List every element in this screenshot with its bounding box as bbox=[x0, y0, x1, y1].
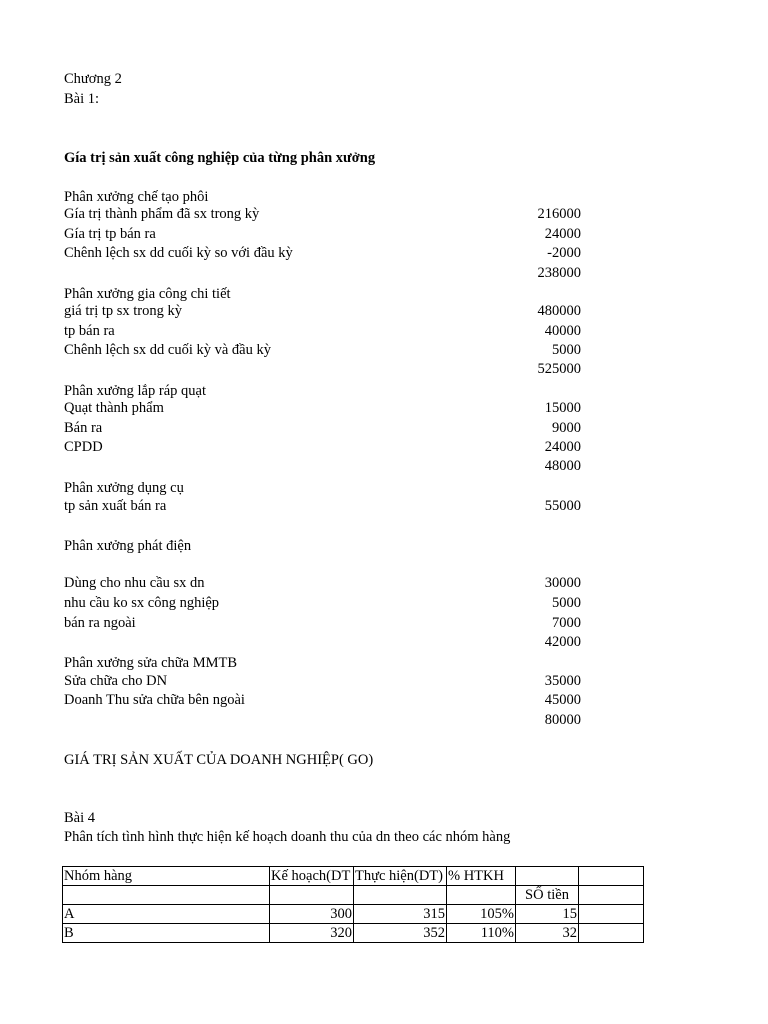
actual-cell: 315 bbox=[354, 905, 447, 924]
total-row bbox=[64, 360, 581, 379]
data-row bbox=[64, 205, 581, 224]
table-cell bbox=[270, 886, 354, 905]
table-row bbox=[63, 905, 644, 924]
row-label: CPDD bbox=[64, 439, 103, 455]
pct-cell: 105% bbox=[447, 905, 516, 924]
row-label: Quạt thành phẩm bbox=[64, 400, 164, 416]
exercise-4-description: Phân tích tình hình thực hiện kế hoạch doanh thu của dn theo các nhóm hàng bbox=[64, 829, 511, 845]
row-label: nhu cầu ko sx công nghiệp bbox=[64, 595, 220, 611]
data-row bbox=[64, 244, 581, 263]
table-cell bbox=[579, 886, 644, 905]
table-cell bbox=[354, 886, 447, 905]
data-row bbox=[64, 594, 581, 613]
row-label: Chênh lệch sx dd cuối kỳ so với đầu kỳ bbox=[64, 245, 293, 261]
data-row bbox=[64, 341, 581, 360]
table-subheader-row bbox=[63, 886, 644, 905]
row-label: Dùng cho nhu cầu sx dn bbox=[64, 575, 205, 591]
header-cell: % HTKH bbox=[447, 867, 516, 886]
amount-cell: 32 bbox=[516, 924, 579, 943]
header-cell: Kế hoạch(DT bbox=[270, 867, 354, 886]
exercise-1-heading: Bài 1: bbox=[64, 91, 100, 107]
row-label: tp bán ra bbox=[64, 323, 115, 339]
group-cell: B bbox=[63, 924, 270, 943]
row-value: 40000 bbox=[544, 323, 581, 339]
row-value: 24000 bbox=[544, 226, 581, 242]
amount-cell: 15 bbox=[516, 905, 579, 924]
row-label: Bán ra bbox=[64, 420, 103, 436]
header-cell bbox=[579, 867, 644, 886]
data-row bbox=[64, 574, 581, 593]
data-row bbox=[64, 672, 581, 691]
data-row bbox=[64, 438, 581, 457]
row-value: 5000 bbox=[552, 342, 581, 358]
row-value: 30000 bbox=[544, 575, 581, 591]
header-cell: Thực hiện(DT) bbox=[354, 867, 447, 886]
workshop-name: Phân xưởng sửa chữa MMTB bbox=[64, 655, 238, 671]
group-cell: A bbox=[63, 905, 270, 924]
table-cell bbox=[579, 924, 644, 943]
row-value: 5000 bbox=[552, 595, 581, 611]
plan-cell: 320 bbox=[270, 924, 354, 943]
row-value: 216000 bbox=[537, 206, 581, 222]
group-total: 238000 bbox=[537, 265, 581, 281]
row-label: giá trị tp sx trong kỳ bbox=[64, 303, 183, 319]
chapter-heading: Chương 2 bbox=[64, 71, 122, 87]
table-row bbox=[63, 924, 644, 943]
row-label: Sửa chữa cho DN bbox=[64, 673, 168, 689]
data-row bbox=[64, 322, 581, 341]
group-total: 48000 bbox=[544, 458, 581, 474]
data-row bbox=[64, 399, 581, 418]
actual-cell: 352 bbox=[354, 924, 447, 943]
row-value: 45000 bbox=[544, 692, 581, 708]
row-label: Gía trị thành phẩm đã sx trong kỳ bbox=[64, 206, 260, 222]
header-cell bbox=[516, 867, 579, 886]
row-label: Doanh Thu sửa chữa bên ngoài bbox=[64, 692, 245, 708]
row-value: -2000 bbox=[547, 245, 581, 261]
row-label: bán ra ngoài bbox=[64, 615, 136, 631]
total-row bbox=[64, 711, 581, 730]
workshop-name: Phân xưởng chế tạo phôi bbox=[64, 189, 209, 205]
row-label: Gía trị tp bán ra bbox=[64, 226, 156, 242]
row-label: Chênh lệch sx dd cuối kỳ và đầu kỳ bbox=[64, 342, 271, 358]
exercise-4-heading: Bài 4 bbox=[64, 810, 96, 826]
table-cell bbox=[579, 905, 644, 924]
total-row bbox=[64, 457, 581, 476]
table-cell bbox=[63, 886, 270, 905]
workshop-name: Phân xưởng dụng cụ bbox=[64, 480, 184, 496]
workshop-name: Phân xưởng phát điện bbox=[64, 538, 192, 554]
data-row bbox=[64, 614, 581, 633]
workshop-name: Phân xưởng lắp ráp quạt bbox=[64, 383, 206, 399]
pct-cell: 110% bbox=[447, 924, 516, 943]
header-cell: Nhóm hàng bbox=[63, 867, 270, 886]
row-value: 24000 bbox=[544, 439, 581, 455]
go-heading: GIÁ TRỊ SẢN XUẤT CỦA DOANH NGHIỆP( GO) bbox=[64, 752, 374, 768]
data-row bbox=[64, 225, 581, 244]
row-label: tp sản xuất bán ra bbox=[64, 498, 167, 514]
row-value: 55000 bbox=[544, 498, 581, 514]
plan-cell: 300 bbox=[270, 905, 354, 924]
table-cell bbox=[447, 886, 516, 905]
data-row bbox=[64, 419, 581, 438]
workshop-name: Phân xưởng gia công chi tiết bbox=[64, 286, 231, 302]
table-header-row bbox=[63, 867, 644, 886]
row-value: 35000 bbox=[544, 673, 581, 689]
data-row bbox=[64, 691, 581, 710]
group-total: 525000 bbox=[537, 361, 581, 377]
row-value: 9000 bbox=[552, 420, 581, 436]
row-value: 7000 bbox=[552, 615, 581, 631]
row-value: 480000 bbox=[537, 303, 581, 319]
subheader-cell: SỐ tiền bbox=[516, 886, 579, 905]
group-total: 42000 bbox=[544, 634, 581, 650]
total-row bbox=[64, 264, 581, 283]
data-row bbox=[64, 302, 581, 321]
section-1-title: Gía trị sản xuất công nghiệp của từng phân xưởng bbox=[64, 150, 376, 166]
total-row bbox=[64, 633, 581, 652]
row-value: 15000 bbox=[544, 400, 581, 416]
data-row bbox=[64, 497, 581, 516]
revenue-plan-table bbox=[62, 866, 644, 943]
group-total: 80000 bbox=[544, 712, 581, 728]
